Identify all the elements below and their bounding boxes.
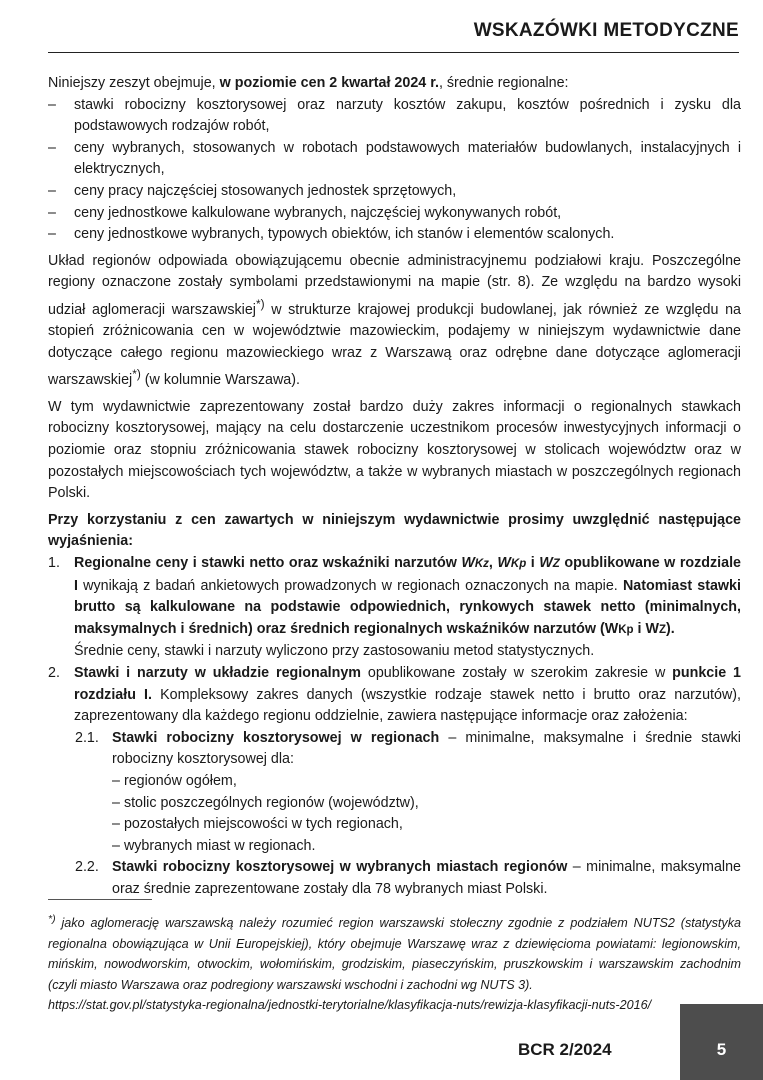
point-2-1-number: 2.1. <box>75 729 99 746</box>
list-item: – ceny wybranych, stosowanych w robotach podstawowych materiałów budowlanych, instalacyjnych i elektrycznych, <box>48 138 741 181</box>
list-item: – pozostałych miejscowości w tych regionach, <box>112 814 741 836</box>
footnote-ref: *) <box>132 367 141 382</box>
footnote-mark: *) <box>48 913 56 925</box>
footnote-url: https://stat.gov.pl/statystyka-regionalna/jednostki-terytorialne/klasyfikacja-nuts/rewizja-klasyfikacji-nuts-2016/ <box>48 998 652 1013</box>
point-2-2-number: 2.2. <box>75 859 99 876</box>
list-item: – ceny pracy najczęściej stosowanych jednostek sprzętowych, <box>48 181 741 203</box>
point-1-bold-2: Natomiast stawki brutto są kalkulowane na podstawie odpowiednich, rynkowych stawek netto (minimalnych, maksymalnych i średnich) oraz średnich regionalnych wskaźników narzutów (WKp i WZ). <box>74 577 741 637</box>
point-2 <box>48 663 741 728</box>
point-2-number: 2. <box>48 664 60 681</box>
intro-period-bold: w poziomie cen 2 kwartał 2024 r. <box>219 75 439 91</box>
list-item: – stawki robocizny kosztorysowej oraz narzuty kosztów zakupu, kosztów pośrednich i zysku dla podstawowych rodzajów robót, <box>48 95 741 138</box>
point-2-1-bold: Stawki robocizny kosztorysowej w regionach <box>112 729 440 746</box>
header-rule <box>48 52 739 53</box>
page-number-box <box>680 1004 763 1080</box>
regions-text-1: Układ regionów odpowiada obowiązującemu obecnie administracyjnemu podziałowi kraju. Poszczególne regiony oznaczone zostały symbolami przedstawionymi na mapie (str. 8). Ze względu na bardzo wysoki udział aglomeracji warszawskiej <box>48 252 741 318</box>
list-item: – wybranych miast w regionach. <box>112 836 741 858</box>
footnote-ref: *) <box>255 296 265 311</box>
point-2-text: Stawki i narzuty w układzie regionalnym opublikowane zostały w szerokim zakresie w punkcie 1 rozdziału I. Kompleksowy zakres danych (wszystkie rodzaje stawek netto i brutto oraz narzutów), zaprezentowany dla każdego regionu oddzielnie, zawiera następujące informacje oraz założenia: <box>74 664 741 725</box>
regions-text-2: w strukturze krajowej produkcji budowlanej, jak również ze względu na stopień zróżnicowania cen w województwie mazowieckim, podajemy w niniejszym wydawnictwie dane dotyczące całego regionu mazowieckiego wraz z Warszawą oraz odrębne dane dotyczące aglomeracji warszawskiej <box>48 301 741 389</box>
publication-label: BCR 2/2024 <box>518 1040 612 1059</box>
page-number: 5 <box>716 1040 727 1059</box>
main-content <box>48 73 741 901</box>
point-2-1 <box>48 728 741 771</box>
point-1 <box>48 553 741 663</box>
point-1-text <box>74 553 741 641</box>
point-2-1-list <box>48 771 741 857</box>
explanations-heading-text: Przy korzystaniu z cen zawartych w niniejszym wydawnictwie prosimy uwzględnić następujące wyjaśnienia: <box>48 511 741 550</box>
footnote-text: *) jako aglomerację warszawską należy rozumieć region warszawski stołeczny zgodnie z podziałem NUTS2 (statystyka regionalna obowiązująca w Unii Europejskiej), który obejmuje Warszawę wraz z dziewięcioma powiatami: legionowskim, mińskim, nowodworskim, otwockim, wołomińskim, grodziskim, piaseczyńskim, pruszkowskim i warszawskim zachodnim (czyli miasto Warszawa oraz podregiony warszawski wschodni i zachodni wg NUTS 3). <box>48 913 741 992</box>
point-2-2-bold: Stawki robocizny kosztorysowej w wybranych miastach regionów <box>112 859 568 876</box>
point-2-2 <box>48 857 741 900</box>
point-2-bold-ref: punkcie 1 rozdziału I. <box>74 664 741 703</box>
intro-prefix: Niniejszy zeszyt obejmuje, <box>48 75 220 91</box>
footnote <box>48 909 741 1016</box>
list-item: – regionów ogółem, <box>112 771 741 793</box>
point-2-bold: Stawki i narzuty w układzie regionalnym <box>74 664 362 681</box>
intro-suffix: , średnie regionalne: <box>438 75 569 91</box>
list-item: – stolic poszczególnych regionów (województw), <box>112 793 741 815</box>
point-1-bold: Regionalne ceny i stawki netto oraz wskaźniki narzutów WKz, WKp i WZ opublikowane w rozdziale I <box>74 555 741 594</box>
footnote-separator <box>48 899 152 900</box>
regions-paragraph <box>48 251 741 392</box>
point-2-1-text: Stawki robocizny kosztorysowej w regionach – minimalne, maksymalne i średnie stawki robocizny kosztorysowej dla: <box>112 729 741 768</box>
point-1-plain: wynikają z badań ankietowych prowadzonych w regionach oznaczonych na mapie. <box>77 577 623 594</box>
list-item: – ceny jednostkowe kalkulowane wybranych, najczęściej wykonywanych robót, <box>48 203 741 225</box>
explanations-heading <box>48 510 741 553</box>
point-1-number: 1. <box>48 555 60 571</box>
point-1-note: Średnie ceny, stawki i narzuty wyliczono przy zastosowaniu metod statystycznych. <box>74 643 595 660</box>
intro-paragraph <box>48 73 741 95</box>
page-header-title: WSKAZÓWKI METODYCZNE <box>473 20 739 41</box>
intro-list <box>48 95 741 246</box>
list-item: – ceny jednostkowe wybranych, typowych obiektów, ich stanów i elementów scalonych. <box>48 224 741 246</box>
regions-text-3: (w kolumnie Warszawa). <box>140 372 300 389</box>
scope-paragraph: W tym wydawnictwie zaprezentowany został bardzo duży zakres informacji o regionalnych stawkach robocizny kosztorysowej, mający na celu dostarczenie uczestnikom procesów inwestycyjnych informacji o poziomie oraz stopniu zróżnicowania stawek robocizny kosztorysowej w stolicach województw oraz w pozostałych miejscowościach tych województw, a także w wybranych miastach w poszczególnych regionach Polski. <box>48 398 741 502</box>
point-2-2-text: Stawki robocizny kosztorysowej w wybranych miastach regionów – minimalne, maksymalne oraz średnie zaprezentowane zostały dla 78 wybranych miast Polski. <box>112 859 741 897</box>
